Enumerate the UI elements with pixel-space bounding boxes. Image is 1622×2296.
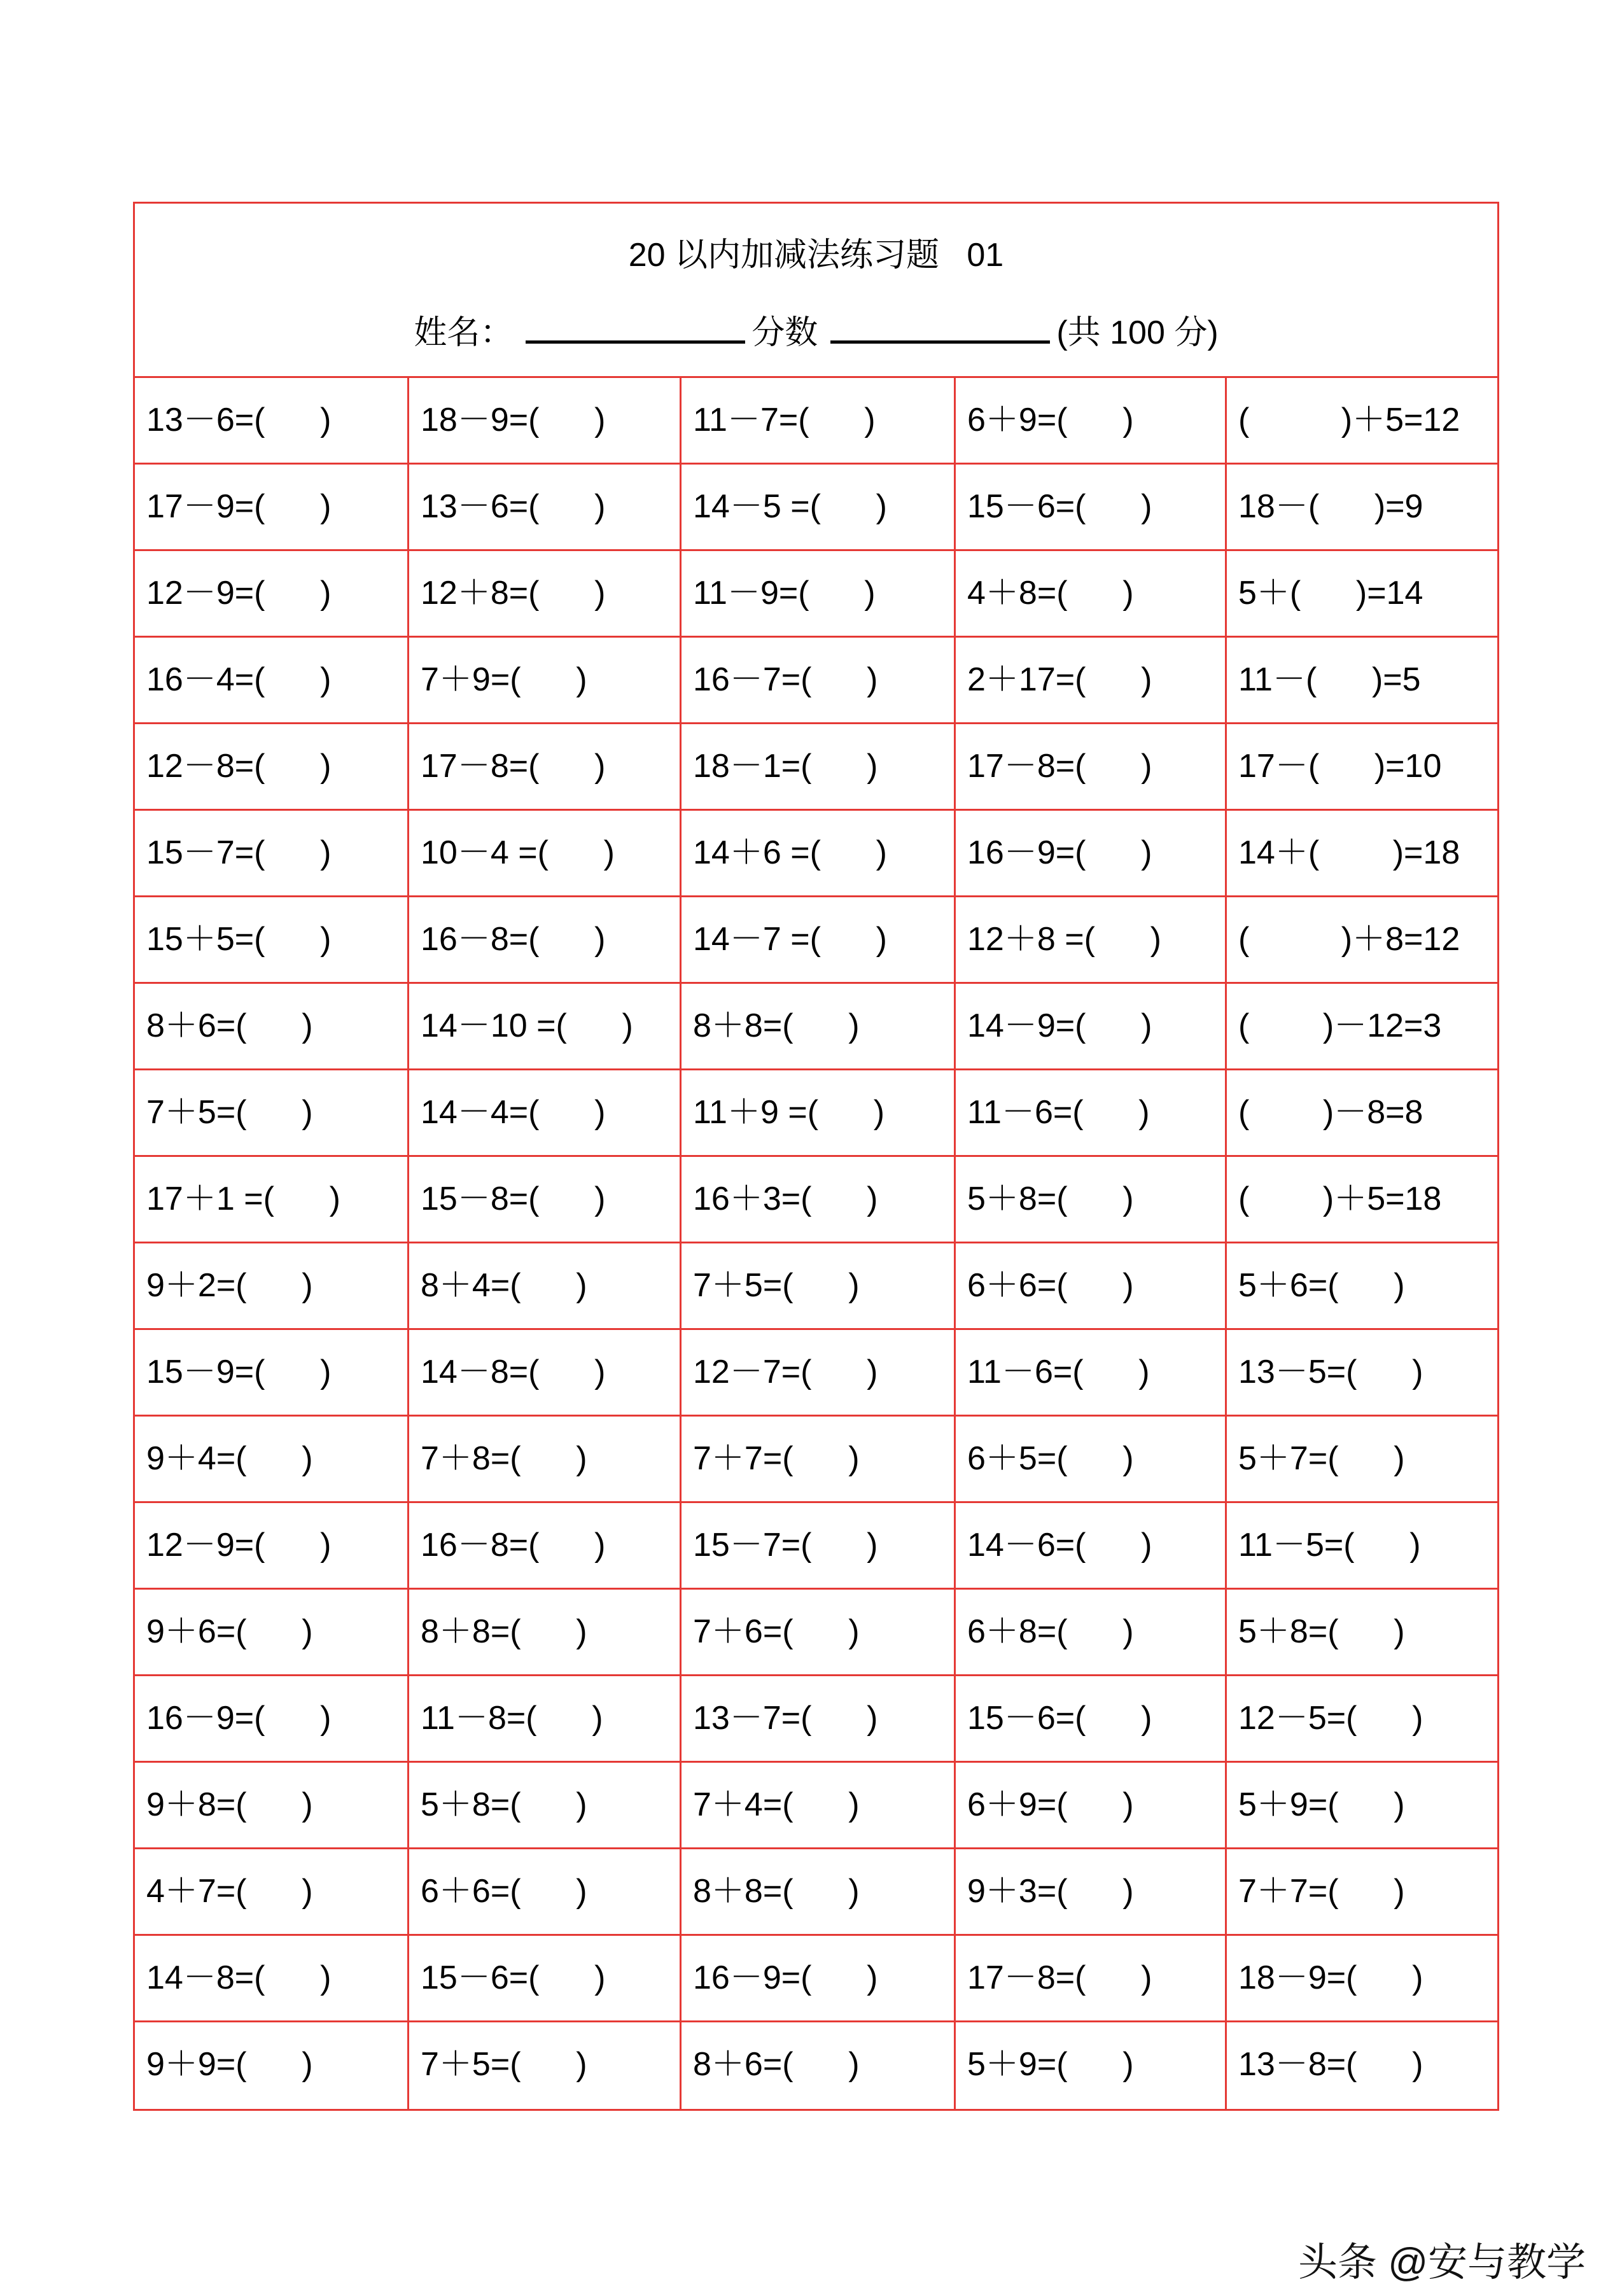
- problem-cell: ( )－12=3: [1227, 984, 1497, 1070]
- problem-cell: 15－6=( ): [956, 1676, 1227, 1763]
- problem-cell: 5＋6=( ): [1227, 1243, 1497, 1330]
- problem-cell: 7＋9=( ): [409, 638, 682, 724]
- problem-cell: 11－6=( ): [956, 1330, 1227, 1417]
- problem-cell: 8＋6=( ): [682, 2022, 956, 2109]
- problem-cell: 12－8=( ): [135, 724, 409, 811]
- problem-cell: 4＋8=( ): [956, 551, 1227, 638]
- problem-cell: 16－7=( ): [682, 638, 956, 724]
- problem-cell: 18－9=( ): [1227, 1936, 1497, 2022]
- problem-cell: 13－6=( ): [135, 378, 409, 465]
- problem-cell: 17－9=( ): [135, 465, 409, 551]
- problem-cell: 9＋2=( ): [135, 1243, 409, 1330]
- problem-cell: 12－7=( ): [682, 1330, 956, 1417]
- problem-cell: 15－7=( ): [135, 811, 409, 897]
- problem-cell: 16－8=( ): [409, 1503, 682, 1590]
- problem-cell: 14－8=( ): [409, 1330, 682, 1417]
- problem-cell: 17－( )=10: [1227, 724, 1497, 811]
- problem-cell: 17－8=( ): [956, 1936, 1227, 2022]
- problem-cell: 12＋8=( ): [409, 551, 682, 638]
- problem-cell: 14－10 =( ): [409, 984, 682, 1070]
- problem-cell: 4＋7=( ): [135, 1849, 409, 1936]
- problem-cell: 14－6=( ): [956, 1503, 1227, 1590]
- problem-cell: 15－9=( ): [135, 1330, 409, 1417]
- problem-cell: 7＋5=( ): [682, 1243, 956, 1330]
- name-score-line: [135, 305, 1497, 353]
- problem-cell: 6＋5=( ): [956, 1417, 1227, 1503]
- problem-cell: 8＋8=( ): [409, 1590, 682, 1676]
- problem-cell: 18－1=( ): [682, 724, 956, 811]
- problem-cell: 11－8=( ): [409, 1676, 682, 1763]
- problem-cell: 9＋8=( ): [135, 1763, 409, 1849]
- problem-cell: 14－4=( ): [409, 1070, 682, 1157]
- problem-cell: 15－8=( ): [409, 1157, 682, 1243]
- name-blank[interactable]: [526, 315, 745, 344]
- problem-cell: 5＋( )=14: [1227, 551, 1497, 638]
- watermark: 头条 @安与教学: [1298, 2241, 1586, 2285]
- problem-cell: ( )＋5=18: [1227, 1157, 1497, 1243]
- problem-cell: 17－8=( ): [956, 724, 1227, 811]
- problem-cell: 14＋6 =( ): [682, 811, 956, 897]
- problem-cell: 13－6=( ): [409, 465, 682, 551]
- problem-cell: 7＋5=( ): [409, 2022, 682, 2109]
- problem-cell: 18－9=( ): [409, 378, 682, 465]
- problem-cell: 15－6=( ): [956, 465, 1227, 551]
- problem-cell: 7＋5=( ): [135, 1070, 409, 1157]
- problem-cell: 12－9=( ): [135, 1503, 409, 1590]
- problem-cell: 5＋7=( ): [1227, 1417, 1497, 1503]
- problem-cell: 17－8=( ): [409, 724, 682, 811]
- problem-cell: ( )＋8=12: [1227, 897, 1497, 984]
- problem-cell: 12＋8 =( ): [956, 897, 1227, 984]
- problem-cell: 11－( )=5: [1227, 638, 1497, 724]
- problem-cell: 9＋3=( ): [956, 1849, 1227, 1936]
- problem-cell: 8＋8=( ): [682, 984, 956, 1070]
- score-label: 分数: [752, 314, 818, 351]
- problem-cell: 7＋8=( ): [409, 1417, 682, 1503]
- problem-cell: 7＋7=( ): [682, 1417, 956, 1503]
- problem-cell: 5＋8=( ): [956, 1157, 1227, 1243]
- problem-cell: 16－9=( ): [682, 1936, 956, 2022]
- problem-cell: 9＋9=( ): [135, 2022, 409, 2109]
- name-label: 姓名：: [414, 314, 514, 351]
- problem-cell: 13－8=( ): [1238, 2046, 1423, 2083]
- problem-cell: 11－6=( ): [956, 1070, 1227, 1157]
- problem-cell: 8＋8=( ): [682, 1849, 956, 1936]
- problem-cell: 14－8=( ): [135, 1936, 409, 2022]
- problem-cell: 10－4 =( ): [409, 811, 682, 897]
- problem-cell: ( )＋5=12: [1227, 378, 1497, 465]
- problem-cell: 13－5=( ): [1227, 1330, 1497, 1417]
- problem-cell: 6＋9=( ): [956, 1763, 1227, 1849]
- problem-cell: 8＋4=( ): [409, 1243, 682, 1330]
- problem-grid: [135, 378, 1497, 2109]
- total-label: (共 100 分): [1056, 314, 1219, 351]
- problem-cell: 16－4=( ): [135, 638, 409, 724]
- problem-cell: 5＋9=( ): [956, 2022, 1227, 2109]
- problem-cell: 16－9=( ): [956, 811, 1227, 897]
- problem-cell: 12－9=( ): [135, 551, 409, 638]
- problem-cell: 14－5 =( ): [682, 465, 956, 551]
- problem-cell: 6＋6=( ): [956, 1243, 1227, 1330]
- problem-cell: 6＋8=( ): [956, 1590, 1227, 1676]
- problem-cell: 11＋9 =( ): [682, 1070, 956, 1157]
- problem-cell: 16－9=( ): [135, 1676, 409, 1763]
- problem-cell: 14－7 =( ): [682, 897, 956, 984]
- problem-cell: 16＋3=( ): [682, 1157, 956, 1243]
- problem-cell: 8＋6=( ): [135, 984, 409, 1070]
- problem-cell: 11－9=( ): [682, 551, 956, 638]
- problem-cell: 16－8=( ): [409, 897, 682, 984]
- problem-cell: 7＋4=( ): [682, 1763, 956, 1849]
- problem-cell: 15－6=( ): [409, 1936, 682, 2022]
- score-blank[interactable]: [830, 315, 1050, 344]
- problem-cell: 5＋8=( ): [1227, 1590, 1497, 1676]
- problem-cell: 5＋8=( ): [409, 1763, 682, 1849]
- problem-cell: 6＋9=( ): [956, 378, 1227, 465]
- problem-cell: 15－7=( ): [682, 1503, 956, 1590]
- page-title: 20 以内加减法练习题 01: [628, 237, 1004, 274]
- problem-cell: 11－7=( ): [682, 378, 956, 465]
- problem-cell: 11－5=( ): [1227, 1503, 1497, 1590]
- problem-cell: 7＋6=( ): [682, 1590, 956, 1676]
- problem-cell: 13－7=( ): [682, 1676, 956, 1763]
- problem-cell: 2＋17=( ): [956, 638, 1227, 724]
- problem-cell: 14＋( )=18: [1227, 811, 1497, 897]
- problem-cell: 6＋6=( ): [409, 1849, 682, 1936]
- problem-cell: 9＋4=( ): [135, 1417, 409, 1503]
- problem-cell: 12－5=( ): [1227, 1676, 1497, 1763]
- problem-cell: 18－( )=9: [1227, 465, 1497, 551]
- problem-cell: ( )－8=8: [1227, 1070, 1497, 1157]
- problem-cell: 9＋6=( ): [135, 1590, 409, 1676]
- worksheet-header: [135, 204, 1497, 378]
- problem-cell: 17＋1 =( ): [135, 1157, 409, 1243]
- problem-cell: 14－9=( ): [956, 984, 1227, 1070]
- problem-cell: 5＋9=( ): [1227, 1763, 1497, 1849]
- problem-cell: 7＋7=( ): [1227, 1849, 1497, 1936]
- problem-cell: 15＋5=( ): [135, 897, 409, 984]
- worksheet: [133, 202, 1499, 2111]
